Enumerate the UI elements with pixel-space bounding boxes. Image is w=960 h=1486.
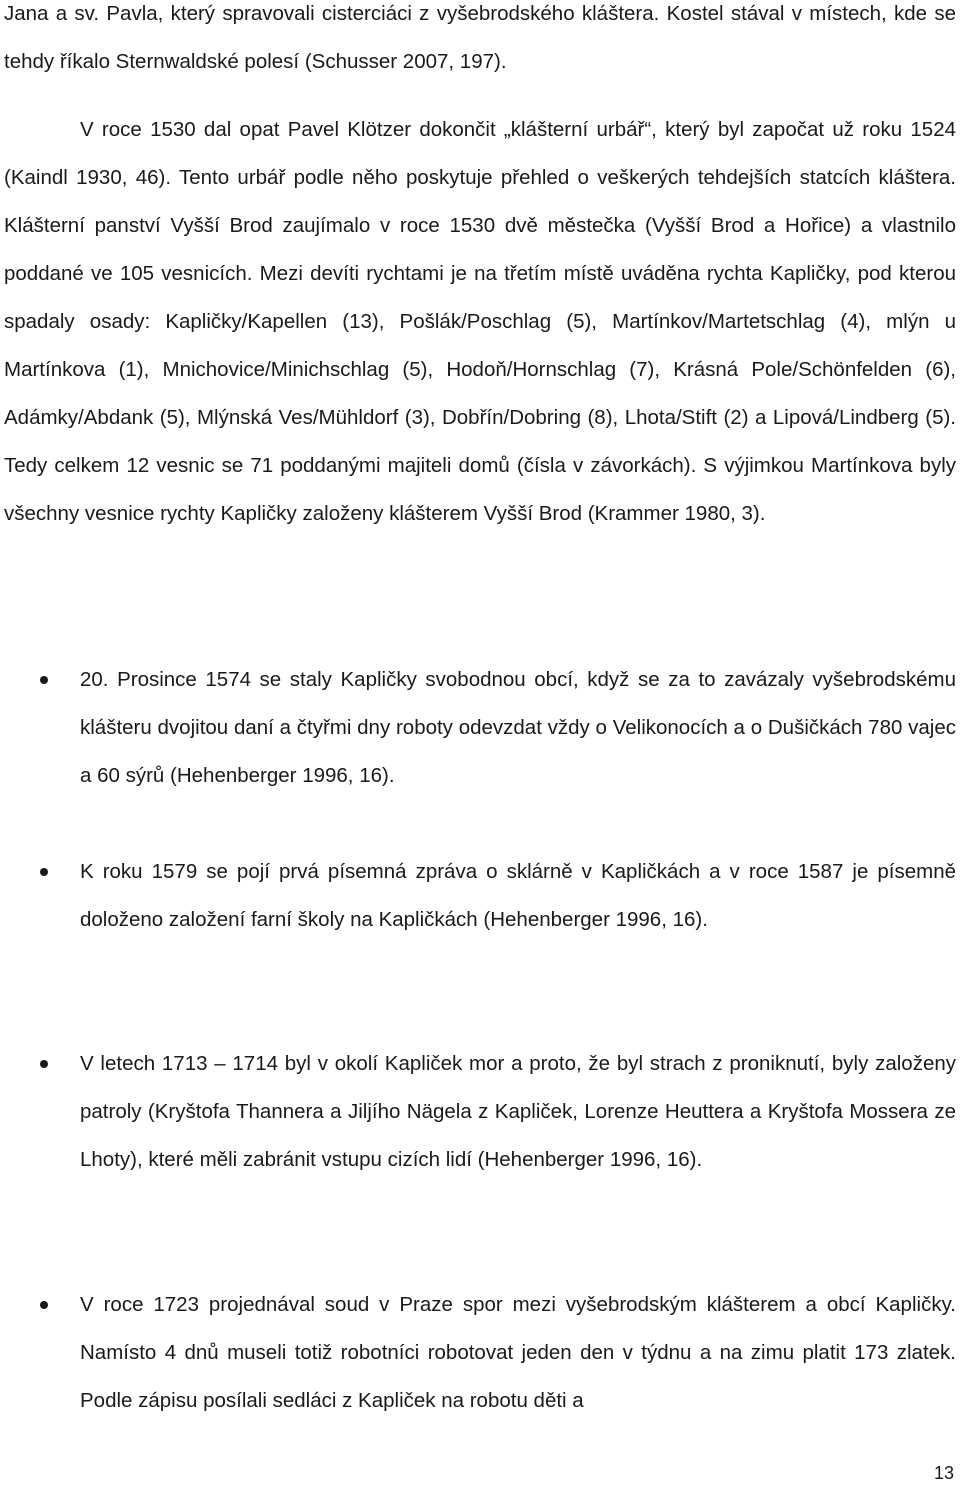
bullet-icon — [40, 1301, 48, 1309]
text-urbar: V roce 1530 dal opat Pavel Klötzer dokončit „klášterní urbář“, který byl započat už roku 1524 (Kaindl 1930, 46). Tento urbář podle něho poskytuje přehled o veškerých tehdejších statcích kláštera. — [4, 118, 956, 189]
bullet-icon — [40, 1060, 48, 1068]
list-item-text: V letech 1713 – 1714 byl v okolí Kapliček mor a proto, že byl strach z proniknutí, byly založeny patroly (Kryštofa Thannera a Jiljího Nägela z Kapliček, Lorenze Heuttera a Kryštofa Mossera ze Lhoty), které měli zabránit vstupu cizích lidí (Hehenberger 1996, 16). — [80, 1052, 956, 1171]
bullet-icon — [40, 676, 48, 684]
page-number: 13 — [933, 1463, 954, 1483]
bullet-icon — [40, 868, 48, 876]
list-item-text: K roku 1579 se pojí prvá písemná zpráva o sklárně v Kapličkách a v roce 1587 je písemně doloženo založení farní školy na Kapličkách (Hehenberger 1996, 16). — [80, 860, 956, 931]
list-item-text: 20. Prosince 1574 se staly Kapličky svobodnou obcí, když se za to zavázaly vyšebrodskému klášteru dvojitou daní a čtyřmi dny roboty odevzdat vždy o Velikonocích a o Dušičkách 780 vajec a 60 sýrů (Hehenberger 1996, 16). — [80, 668, 956, 787]
text-intro-church: Jana a sv. Pavla, který spravovali cisterciáci z vyšebrodského kláštera. Kostel stával v místech, kde se tehdy říkalo Sternwaldské polesí (Schusser 2007, 197). — [4, 2, 956, 73]
list-item-text: V roce 1723 projednával soud v Praze spor mezi vyšebrodským klášterem a obcí Kapličky. Namísto 4 dnů museli totiž robotníci robotovat jeden den v týdnu a na zimu platit 173 zlatek. Podle zápisu posílali sedláci z Kapliček na robotu děti a — [80, 1293, 956, 1412]
text-estate: Klášterní panství Vyšší Brod zaujímalo v roce 1530 dvě městečka (Vyšší Brod a Hořice) a vlastnilo poddané ve 105 vesnicích. Mezi devíti rychtami je na třetím místě uváděna rychta Kapličky, pod kterou spadaly osady: Kapličky/Kapellen (13), Pošlák/Poschlag (5), Martínkov/Martetschlag (4), mlýn u Martínkova (1), Mnichovice/Minichschlag (5), Hodoň/Hornschlag (7), Krásná Pole/Schönfelden (6), Adámky/Abdank (5), Mlýnská Ves/Mühldorf (3), Dobřín/Dobring (8), Lhota/Stift (2) a Lipová/Lindberg (5). Tedy celkem 12 vesnic se 71 poddanými majiteli domů (čísla v závorkách). S výjimkou Martínkova byly všechny vesnice rychty Kapličky založeny klášterem Vyšší Brod (Krammer 1980, 3). — [4, 214, 956, 525]
paragraph-continuation — [4, 0, 956, 86]
paragraph-urbar — [4, 106, 956, 538]
